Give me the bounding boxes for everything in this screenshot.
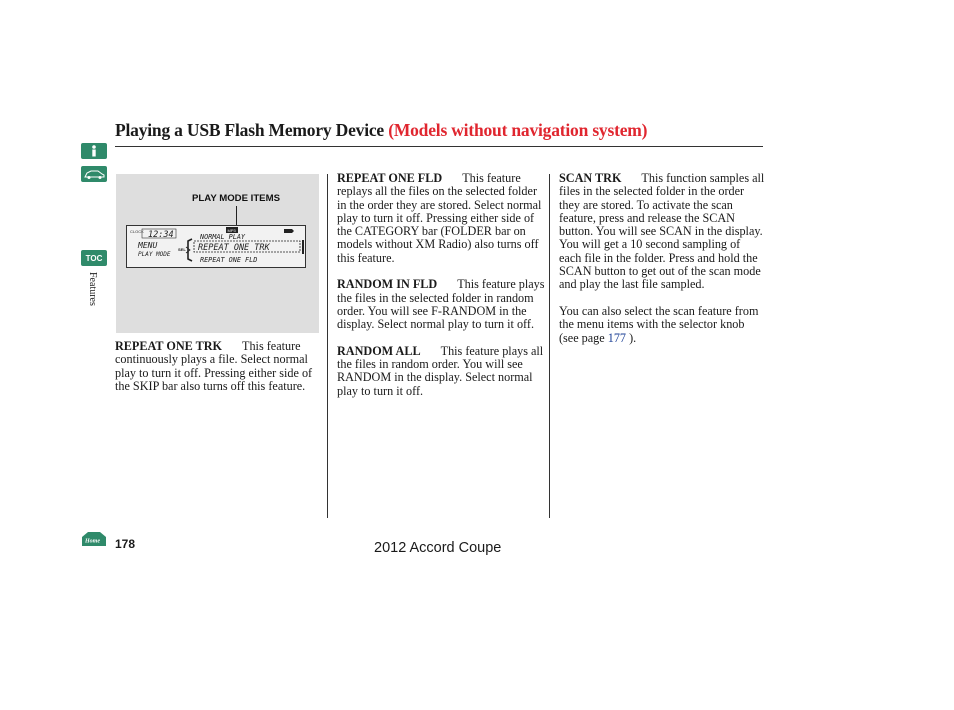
title-subtitle: (Models without navigation system) xyxy=(388,120,648,140)
display-repeat-one-trk: REPEAT ONE TRK xyxy=(198,243,270,253)
figure-label: PLAY MODE ITEMS xyxy=(192,193,280,204)
text-scan-trk: This function samples all files in the selected folder in the order they are stored. To activate the scan feature, press and release the SCAN button. You will see SCAN in the display. You will get a 10 second sampling of each file in the folder. Press and hold the SCAN button to get out of the scan mode and play the last file sampled. xyxy=(559,171,765,292)
info-icon[interactable] xyxy=(81,143,107,159)
toc-button[interactable] xyxy=(81,250,107,266)
display-repeat-one-fld: REPEAT ONE FLD xyxy=(200,256,258,264)
page-177-link[interactable]: 177 xyxy=(607,330,627,345)
audio-display xyxy=(126,225,306,268)
home-icon[interactable] xyxy=(80,530,108,548)
section-label: Features xyxy=(87,272,98,306)
term-random-in-fld: RANDOM IN FLD xyxy=(337,277,438,292)
column-3 xyxy=(559,172,765,358)
text-random-all: This feature plays all the files in random order. You will see RANDOM in the display. Select normal play to turn it off. xyxy=(337,343,544,398)
text-scan-menu: You can also select the scan feature from the menu items with the selector knob (see page xyxy=(559,303,759,345)
column-1 xyxy=(115,340,320,406)
display-play-mode: PLAY MODE xyxy=(138,251,171,258)
term-repeat-one-trk: REPEAT ONE TRK xyxy=(115,339,223,353)
usb-icon xyxy=(284,229,294,233)
display-normal-play: NORMAL PLAY xyxy=(200,233,246,241)
display-menu: MENU xyxy=(138,241,158,250)
title-rule xyxy=(115,146,763,147)
text-repeat-one-trk: This feature continuously plays a file. Select normal play to turn it off. Pressing either side of the SKIP bar also turns off this feature. xyxy=(115,339,313,393)
text-repeat-one-fld: This feature replays all the files on the selected folder in the order they are stored. Select normal play to turn it off. Pressing either side of the CATEGORY bar (FOLDER bar on models without XM Radio) also turns off this feature. xyxy=(337,171,542,265)
page-title xyxy=(115,120,647,141)
display-time: 12:34 xyxy=(148,230,174,240)
toc-label: TOC xyxy=(85,253,103,263)
paragraph-random-in-fld xyxy=(337,278,545,331)
paragraph-random-all xyxy=(337,345,545,398)
paragraph-repeat-one-trk xyxy=(115,340,320,393)
display-sel: SEL xyxy=(178,247,186,252)
text-scan-menu-end: ). xyxy=(629,330,637,345)
term-scan-trk: SCAN TRK xyxy=(559,171,622,185)
play-mode-figure xyxy=(116,174,319,333)
text-random-in-fld: This feature plays the files in the selected folder in random order. You will see F-RANDOM in the display. Select normal play to turn it off. xyxy=(337,277,545,332)
display-clock-label: CLOCK xyxy=(130,229,144,234)
paragraph-repeat-one-fld xyxy=(337,172,545,265)
column-divider-2 xyxy=(549,174,550,518)
term-random-all: RANDOM ALL xyxy=(337,343,421,358)
paragraph-scan-trk xyxy=(559,172,765,292)
display-mp3-label: MP3 xyxy=(227,227,236,233)
column-divider-1 xyxy=(327,174,328,518)
home-label: Home xyxy=(85,538,100,545)
column-2 xyxy=(337,172,545,411)
title-main: Playing a USB Flash Memory Device xyxy=(115,120,384,140)
car-icon[interactable] xyxy=(81,166,107,182)
footer-model: 2012 Accord Coupe xyxy=(374,540,502,556)
page-number: 178 xyxy=(115,537,136,551)
paragraph-scan-menu xyxy=(559,305,765,345)
term-repeat-one-fld: REPEAT ONE FLD xyxy=(337,171,443,185)
